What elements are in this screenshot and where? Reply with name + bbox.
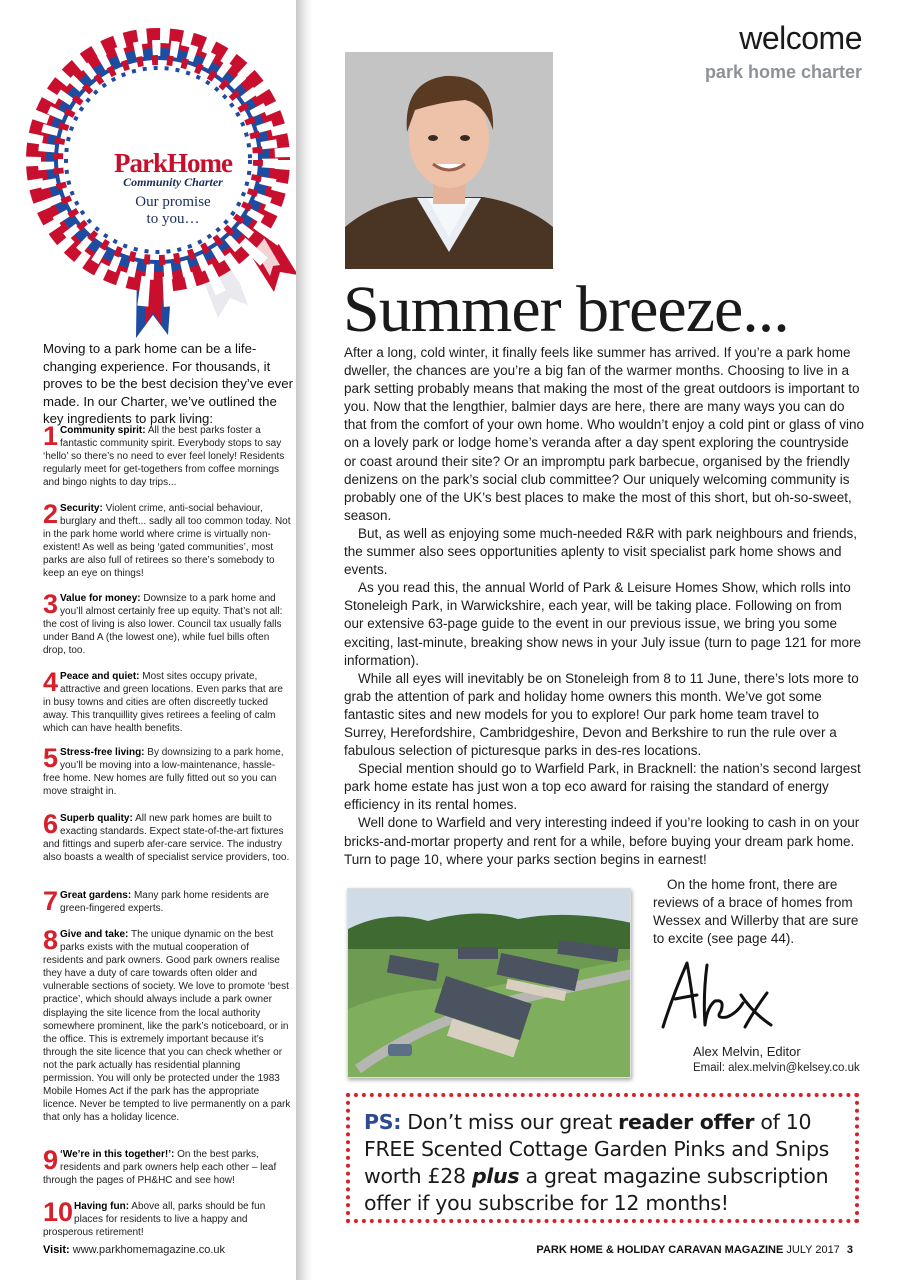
signature-image [655,955,785,1035]
visit-line [43,1244,225,1256]
point-text: The unique dynamic on the best parks exists with the mutual cooperation of residents and park owners. Good park owners realise they have a duty of care towards often older and vulnerable sections of society. We love to promote ‘best practice’, which should always include a park owner displaying the site licence from the local authority somewhere prominent, like the park’s noticeboard, or in the office. This is extremely important because it’s through the site licence that you can check whether or not the park actually has residential planning permission. You will only be protected under the 1983 Mobile Homes Act if the park has the appropriate licence. Never be tempted to live permanently on a park that only has a holiday licence. [43,929,291,1124]
point-text: By downsizing to a park home, you’ll be moving into a low-maintenance, hassle-free home. New homes are fully fitted out so you can move straight in. [43,747,284,798]
charter-point-8 [43,925,291,1124]
rosette-promise [114,194,232,228]
charter-point-4 [43,667,291,735]
point-title: Community spirit: [60,425,146,436]
article-paragraph: As you read this, the annual World of Park & Leisure Homes Show, which rolls into Stoneleigh Park, in Warwickshire, each year, will be taking place. Following on from our extensive 63-page guide to the event in our previous issue, we bring you some exciting, last-minute, breaking show news in your July issue (turn to page 121 for more information). [344,580,862,668]
article-paragraph: After a long, cold winter, it finally feels like summer has arrived. If you’re a park home dweller, the chances are you’re a big fan of the warmer months. Choosing to live in a park setting probably means that making the most of the great outdoors is important to you. Now that the lengthier, balmier days are here, there are many ways you can do that from the comfort of your own home. Who wouldn’t enjoy a cold pint or glass of vino on a lovely park or lodge home’s veranda after a day spent exploring the countryside or coast around their site? Or an impromptu park barbecue, organised by the friendly denizens on the park’s social club committee? Our uniquely welcoming community is probably one of the UK’s best places to make the most of this short, but oh-so-sweet, season. [344,345,865,523]
article-headline: Summer breeze... [343,273,789,346]
reader-offer-box [346,1093,859,1223]
point-number: 8 [43,925,59,955]
point-number: 6 [43,809,59,839]
point-number: 9 [43,1145,59,1175]
article-body [344,344,864,869]
point-text: Most sites occupy private, attractive and green locations. Even parks that are in busy towns and cities are often discreetly tucked away. This tranquillity gives retirees a feeling of calm which can have health benefits. [43,671,283,735]
ps-text-part: Don’t miss our great [401,1110,619,1134]
article-paragraph: Special mention should go to Warfield Park, in Bracknell: the nation’s second largest park home estate has just won a top eco award for raising the standard of energy efficiency in its rental homes. [344,761,861,813]
charter-point-7 [43,886,291,916]
article-paragraph: But, as well as enjoying some much-needed R&R with park neighbours and friends, the summer also sees opportunities aplenty to visit specialist park home shows and events. [344,525,858,578]
point-number: 10 [43,1197,74,1227]
point-text: On the best parks, residents and park owners help each other – leaf through the pages of PH&HC and see how! [43,1149,277,1187]
editor-email-link[interactable]: Email: alex.melvin@kelsey.co.uk [693,1062,860,1074]
park-aerial-image [348,889,631,1078]
point-title: ‘We’re in this together!’: [60,1149,175,1160]
charter-point-5 [43,743,291,798]
point-number: 7 [43,886,59,916]
charter-point-9 [43,1145,291,1187]
point-title: Peace and quiet: [60,671,140,682]
point-text: Downsize to a park home and you’ll almost certainly free up equity. That’s not all: the cost of living is also lower. Council tax usually falls under Band A (the lowest one), while fuel bills often drop, too. [43,593,283,657]
footer-magazine-name: PARK HOME & HOLIDAY CARAVAN MAGAZINE [536,1244,784,1256]
article-paragraph: While all eyes will inevitably be on Stoneleigh from 8 to 11 June, there’s lots more to grab the attention of park and holiday home owners this month. We’ve got some fantastic sites and new models for you to explore! Our park home team travel to Surrey, Herefordshire, Cambridgeshire, Devon and Berkshire to run the rule over a fabulous selection of picturesque parks in des-res locations. [344,670,859,759]
visit-label: Visit: [43,1244,70,1256]
ps-text-part: of 10 FREE Scented Cottage Garden Pinks and Snips worth £28 [364,1110,830,1188]
point-title: Superb quality: [60,813,133,824]
page-fold-shadow [296,0,312,1280]
point-number: 4 [43,667,59,697]
point-title: Security: [60,503,103,514]
point-text: Many park home residents are green-fingered experts. [60,890,270,915]
charter-point-6 [43,809,291,864]
charter-intro: Moving to a park home can be a life-changing experience. For thousands, it proves to be the best decision they’ve ever made. In our Charter, we’ve outlined the key ingredients to park living: [43,341,293,427]
editor-portrait [345,52,553,269]
editor-name: Alex Melvin, Editor [693,1044,801,1059]
point-text: All new park homes are built to exacting standards. Expect state-of-the-art fixtures and fittings and superb afer-care service. The industry also boasts a wealth of specialist service providers, too. [43,813,290,864]
point-title: Stress-free living: [60,747,145,758]
point-number: 5 [43,743,59,773]
editor-signature [655,955,785,1035]
point-title: Value for money: [60,593,141,604]
point-text: All the best parks foster a fantastic community spirit. Everybody stops to say ‘hello’ so there’s no need to ever feel lonely! Residents regularly meet for get-togethers from coffee mornings and bingo nights to day trips... [43,425,285,489]
ps-emphasis-plus: plus [471,1164,520,1188]
reader-offer-text [364,1109,841,1217]
ps-emphasis: reader offer [618,1110,755,1134]
ps-label: PS: [364,1110,402,1134]
point-number: 1 [43,421,59,451]
point-title: Great gardens: [60,890,132,901]
charter-point-1 [43,421,291,489]
point-text: Violent crime, anti-social behaviour, burglary and theft... sadly all too common today. Not in the park home world where crime is virtually non-existent! As well as being ‘gated communities’, most parks are also full of retirees so there’s somebody to keep an eye on things! [43,503,291,580]
point-title: Having fun: [74,1201,130,1212]
charter-sidebar [0,0,303,1280]
footer-issue: JULY 2017 [786,1244,840,1256]
charter-point-2 [43,499,291,581]
point-text: Above all, parks should be fun places for residents to live a happy and prosperous retirement! [43,1201,266,1239]
ps-text-part: a great magazine subscription offer if you subscribe for 12 months! [364,1164,829,1215]
charter-point-3 [43,589,291,657]
rosette-subtitle: Community Charter [123,175,223,189]
park-aerial-photo [347,888,631,1078]
rosette-promise-line1: Our promise [135,194,211,210]
article-paragraph: Well done to Warfield and very interesting indeed if you’re looking to cash in on your bricks-and-mortar property and rent for a while, before buying your dream park home. Turn to page 10, where your parks section begins in earnest! [344,815,860,867]
page-footer [536,1244,853,1256]
section-subtitle: park home charter [704,62,862,82]
section-title: welcome [739,20,862,56]
point-number: 3 [43,589,59,619]
editor-portrait-image [345,52,553,269]
point-number: 2 [43,499,59,529]
footer-page-number: 3 [846,1244,853,1256]
charter-rosette [18,20,303,340]
rosette-promise-line2: to you… [146,211,200,227]
article-continuation: On the home front, there are reviews of a brace of homes from Wessex and Willerby that are sure to excite (see page 44). [653,877,859,947]
visit-url-link[interactable]: www.parkhomemagazine.co.uk [72,1244,226,1256]
charter-point-10 [43,1197,291,1239]
point-title: Give and take: [60,929,129,940]
rosette-brand: ParkHome [114,148,232,178]
